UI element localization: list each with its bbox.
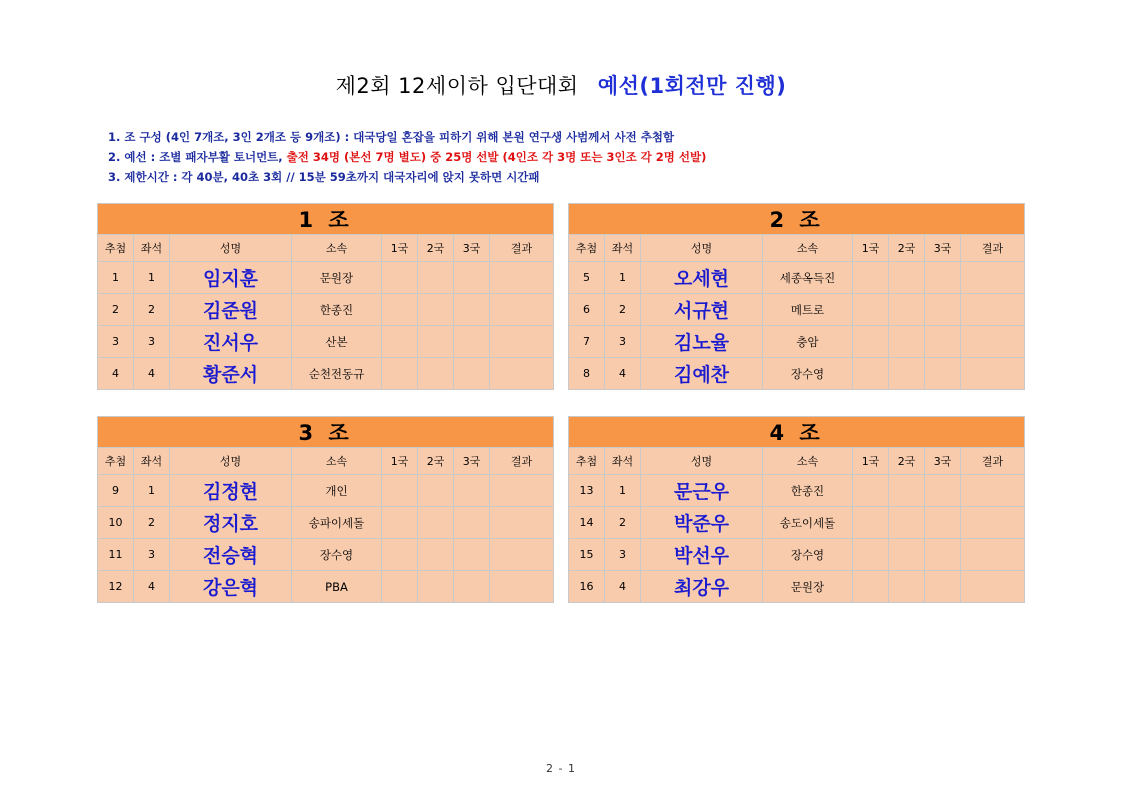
group-title: 2 조 xyxy=(569,204,1025,235)
draw-cell: 7 xyxy=(569,326,605,358)
seat-cell: 1 xyxy=(134,262,170,294)
table-row xyxy=(569,294,1025,326)
header-game-1: 1국 xyxy=(382,235,418,262)
title-highlight: 예선(1회전만 진행) xyxy=(597,74,787,98)
game-1-cell xyxy=(382,571,418,603)
seat-cell: 3 xyxy=(134,539,170,571)
group-table-4 xyxy=(568,416,1025,603)
group-title: 4 조 xyxy=(569,417,1025,448)
header-seat: 좌석 xyxy=(134,448,170,475)
player-name: 진서우 xyxy=(170,326,292,358)
game-1-cell xyxy=(853,294,889,326)
affiliation-cell: 개인 xyxy=(292,475,382,507)
result-cell xyxy=(961,571,1025,603)
header-draw: 추첨 xyxy=(98,448,134,475)
table-row xyxy=(569,539,1025,571)
header-result: 결과 xyxy=(961,448,1025,475)
player-name: 오세현 xyxy=(641,262,763,294)
seat-cell: 2 xyxy=(605,294,641,326)
game-2-cell xyxy=(889,507,925,539)
result-cell xyxy=(490,571,554,603)
game-3-cell xyxy=(925,539,961,571)
game-3-cell xyxy=(925,262,961,294)
seat-cell: 1 xyxy=(605,475,641,507)
page-title xyxy=(0,70,1122,100)
game-3-cell xyxy=(454,358,490,390)
game-2-cell xyxy=(889,294,925,326)
group-table-1 xyxy=(97,203,554,390)
game-1-cell xyxy=(382,294,418,326)
game-1-cell xyxy=(382,326,418,358)
header-result: 결과 xyxy=(490,235,554,262)
group-title: 3 조 xyxy=(98,417,554,448)
result-cell xyxy=(961,507,1025,539)
game-3-cell xyxy=(454,507,490,539)
result-cell xyxy=(961,358,1025,390)
game-2-cell xyxy=(889,539,925,571)
group-title: 1 조 xyxy=(98,204,554,235)
game-3-cell xyxy=(454,475,490,507)
affiliation-cell: 순천전동규 xyxy=(292,358,382,390)
header-affiliation: 소속 xyxy=(292,235,382,262)
game-3-cell xyxy=(454,294,490,326)
game-1-cell xyxy=(382,475,418,507)
game-2-cell xyxy=(418,294,454,326)
header-affiliation: 소속 xyxy=(763,235,853,262)
seat-cell: 2 xyxy=(134,507,170,539)
game-2-cell xyxy=(418,571,454,603)
header-seat: 좌석 xyxy=(605,235,641,262)
game-3-cell xyxy=(925,475,961,507)
game-2-cell xyxy=(418,539,454,571)
table-row xyxy=(569,475,1025,507)
header-game-2: 2국 xyxy=(889,448,925,475)
game-2-cell xyxy=(889,262,925,294)
game-3-cell xyxy=(925,326,961,358)
draw-cell: 4 xyxy=(98,358,134,390)
header-seat: 좌석 xyxy=(134,235,170,262)
player-name: 정지호 xyxy=(170,507,292,539)
draw-cell: 14 xyxy=(569,507,605,539)
affiliation-cell: 송도이세돌 xyxy=(763,507,853,539)
seat-cell: 2 xyxy=(605,507,641,539)
table-row xyxy=(98,294,554,326)
result-cell xyxy=(490,358,554,390)
table-row xyxy=(98,262,554,294)
game-2-cell xyxy=(418,358,454,390)
result-cell xyxy=(490,475,554,507)
affiliation-cell: 세종옥득진 xyxy=(763,262,853,294)
game-1-cell xyxy=(853,475,889,507)
table-row xyxy=(569,571,1025,603)
result-cell xyxy=(961,262,1025,294)
note-line-2-a: 2. 예선 : 조별 패자부활 토너먼트, xyxy=(108,150,287,164)
result-cell xyxy=(490,262,554,294)
header-game-1: 1국 xyxy=(382,448,418,475)
seat-cell: 4 xyxy=(134,571,170,603)
draw-cell: 15 xyxy=(569,539,605,571)
draw-cell: 5 xyxy=(569,262,605,294)
player-name: 임지훈 xyxy=(170,262,292,294)
result-cell xyxy=(961,326,1025,358)
affiliation-cell: 장수영 xyxy=(292,539,382,571)
seat-cell: 4 xyxy=(134,358,170,390)
result-cell xyxy=(961,539,1025,571)
player-name: 박준우 xyxy=(641,507,763,539)
table-row xyxy=(569,326,1025,358)
player-name: 강은혁 xyxy=(170,571,292,603)
player-name: 문근우 xyxy=(641,475,763,507)
draw-cell: 1 xyxy=(98,262,134,294)
header-game-3: 3국 xyxy=(925,448,961,475)
game-1-cell xyxy=(853,262,889,294)
affiliation-cell: 장수영 xyxy=(763,539,853,571)
affiliation-cell: PBA xyxy=(292,571,382,603)
game-1-cell xyxy=(382,507,418,539)
draw-cell: 13 xyxy=(569,475,605,507)
draw-cell: 3 xyxy=(98,326,134,358)
affiliation-cell: 충암 xyxy=(763,326,853,358)
table-row xyxy=(98,475,554,507)
table-row xyxy=(569,262,1025,294)
seat-cell: 3 xyxy=(134,326,170,358)
draw-cell: 12 xyxy=(98,571,134,603)
header-draw: 추첨 xyxy=(569,448,605,475)
draw-cell: 2 xyxy=(98,294,134,326)
header-result: 결과 xyxy=(961,235,1025,262)
header-game-3: 3국 xyxy=(925,235,961,262)
affiliation-cell: 산본 xyxy=(292,326,382,358)
table-row xyxy=(98,358,554,390)
game-2-cell xyxy=(889,475,925,507)
draw-cell: 8 xyxy=(569,358,605,390)
result-cell xyxy=(490,294,554,326)
result-cell xyxy=(961,475,1025,507)
game-1-cell xyxy=(853,507,889,539)
group-table-2 xyxy=(568,203,1025,390)
page-number: 2 - 1 xyxy=(546,762,576,775)
header-name: 성명 xyxy=(641,448,763,475)
player-name: 황준서 xyxy=(170,358,292,390)
header-draw: 추첨 xyxy=(569,235,605,262)
header-game-3: 3국 xyxy=(454,235,490,262)
header-name: 성명 xyxy=(641,235,763,262)
header-game-3: 3국 xyxy=(454,448,490,475)
player-name: 김정현 xyxy=(170,475,292,507)
player-name: 박선우 xyxy=(641,539,763,571)
affiliation-cell: 문원장 xyxy=(292,262,382,294)
player-name: 김준원 xyxy=(170,294,292,326)
header-game-1: 1국 xyxy=(853,448,889,475)
game-2-cell xyxy=(418,507,454,539)
game-1-cell xyxy=(853,358,889,390)
seat-cell: 1 xyxy=(134,475,170,507)
seat-cell: 2 xyxy=(134,294,170,326)
player-name: 전승혁 xyxy=(170,539,292,571)
title-main: 제2회 12세이하 입단대회 xyxy=(335,74,579,98)
game-1-cell xyxy=(853,571,889,603)
table-row xyxy=(98,571,554,603)
game-2-cell xyxy=(889,358,925,390)
game-3-cell xyxy=(925,294,961,326)
header-result: 결과 xyxy=(490,448,554,475)
draw-cell: 16 xyxy=(569,571,605,603)
seat-cell: 3 xyxy=(605,539,641,571)
table-row xyxy=(569,507,1025,539)
affiliation-cell: 한종진 xyxy=(763,475,853,507)
player-name: 최강우 xyxy=(641,571,763,603)
result-cell xyxy=(961,294,1025,326)
game-2-cell xyxy=(418,262,454,294)
draw-cell: 11 xyxy=(98,539,134,571)
game-3-cell xyxy=(925,571,961,603)
note-line-1: 1. 조 구성 (4인 7개조, 3인 2개조 등 9개조) : 대국당일 혼잡을 피하기 위해 본원 연구생 사범께서 사전 추첨함 xyxy=(108,130,675,144)
header-game-1: 1국 xyxy=(853,235,889,262)
game-3-cell xyxy=(454,571,490,603)
group-table-3 xyxy=(97,416,554,603)
game-3-cell xyxy=(925,507,961,539)
notes xyxy=(108,127,706,187)
table-row xyxy=(98,507,554,539)
game-2-cell xyxy=(889,571,925,603)
game-3-cell xyxy=(454,539,490,571)
game-1-cell xyxy=(382,262,418,294)
game-1-cell xyxy=(382,539,418,571)
header-game-2: 2국 xyxy=(889,235,925,262)
affiliation-cell: 한종진 xyxy=(292,294,382,326)
player-name: 김노율 xyxy=(641,326,763,358)
header-game-2: 2국 xyxy=(418,448,454,475)
game-3-cell xyxy=(454,326,490,358)
seat-cell: 3 xyxy=(605,326,641,358)
header-affiliation: 소속 xyxy=(292,448,382,475)
affiliation-cell: 송파이세돌 xyxy=(292,507,382,539)
game-1-cell xyxy=(382,358,418,390)
result-cell xyxy=(490,326,554,358)
affiliation-cell: 문원장 xyxy=(763,571,853,603)
note-line-2-b: 출전 34명 (본선 7명 별도) 중 25명 선발 (4인조 각 3명 또는 3인조 각 2명 선발) xyxy=(286,150,707,164)
draw-cell: 6 xyxy=(569,294,605,326)
table-row xyxy=(98,539,554,571)
draw-cell: 9 xyxy=(98,475,134,507)
game-3-cell xyxy=(925,358,961,390)
header-name: 성명 xyxy=(170,235,292,262)
player-name: 서규현 xyxy=(641,294,763,326)
game-2-cell xyxy=(889,326,925,358)
table-row xyxy=(98,326,554,358)
game-1-cell xyxy=(853,539,889,571)
note-line-2 xyxy=(108,147,706,167)
game-1-cell xyxy=(853,326,889,358)
game-3-cell xyxy=(454,262,490,294)
game-2-cell xyxy=(418,326,454,358)
header-game-2: 2국 xyxy=(418,235,454,262)
header-name: 성명 xyxy=(170,448,292,475)
seat-cell: 4 xyxy=(605,571,641,603)
player-name: 김예찬 xyxy=(641,358,763,390)
result-cell xyxy=(490,507,554,539)
header-draw: 추첨 xyxy=(98,235,134,262)
seat-cell: 1 xyxy=(605,262,641,294)
affiliation-cell: 메트로 xyxy=(763,294,853,326)
header-seat: 좌석 xyxy=(605,448,641,475)
header-affiliation: 소속 xyxy=(763,448,853,475)
draw-cell: 10 xyxy=(98,507,134,539)
result-cell xyxy=(490,539,554,571)
seat-cell: 4 xyxy=(605,358,641,390)
affiliation-cell: 장수영 xyxy=(763,358,853,390)
note-line-3: 3. 제한시간 : 각 40분, 40초 3회 // 15분 59초까지 대국자리에 앉지 못하면 시간패 xyxy=(108,170,540,184)
game-2-cell xyxy=(418,475,454,507)
table-row xyxy=(569,358,1025,390)
